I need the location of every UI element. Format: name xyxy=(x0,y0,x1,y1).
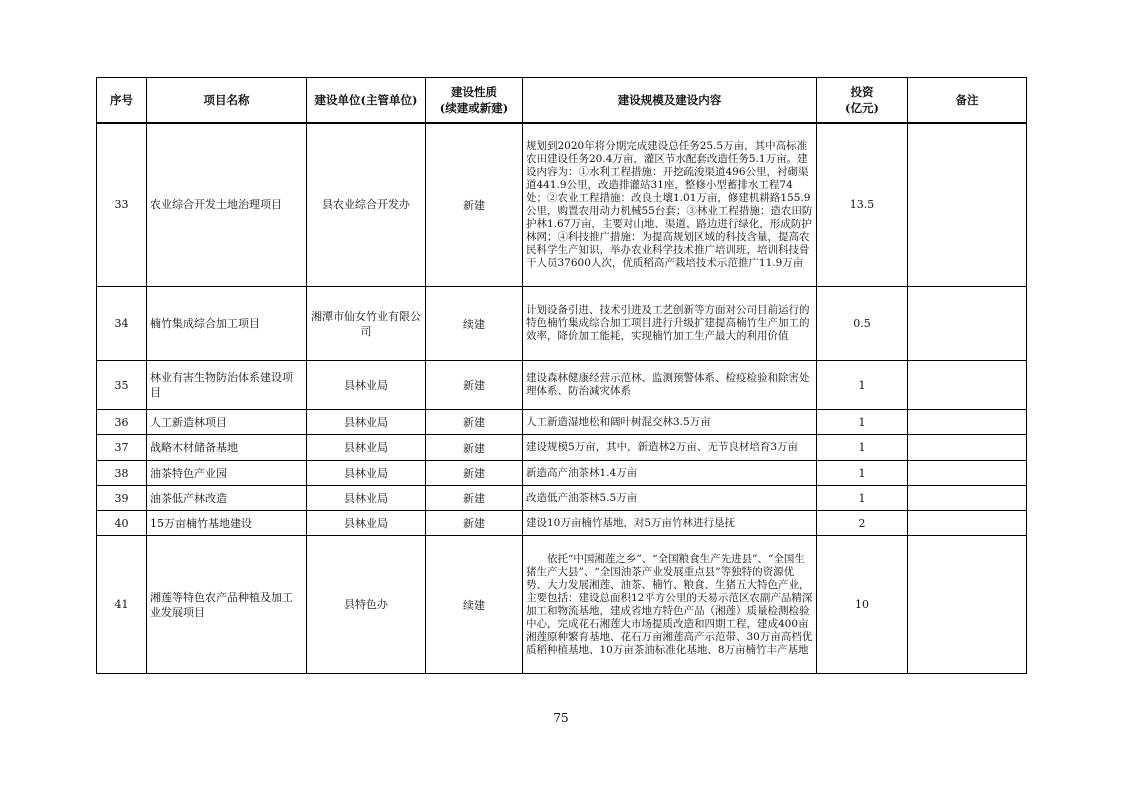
row-name: 油茶特色产业园 xyxy=(147,461,307,486)
row-note xyxy=(908,123,1027,287)
row-investment: 1 xyxy=(817,361,908,410)
row-name: 人工新造林项目 xyxy=(147,410,307,435)
row-note xyxy=(908,461,1027,486)
page-number: 75 xyxy=(553,711,569,725)
row-no: 38 xyxy=(97,461,147,486)
row-unit: 县农业综合开发办 xyxy=(307,123,426,287)
table-row xyxy=(97,435,1027,461)
row-investment: 10 xyxy=(817,536,908,674)
row-note xyxy=(908,536,1027,674)
header-investment xyxy=(817,78,908,123)
header-scale: 建设规模及建设内容 xyxy=(523,78,817,123)
row-name: 农业综合开发土地治理项目 xyxy=(147,123,307,287)
row-name: 楠竹集成综合加工项目 xyxy=(147,287,307,361)
row-nature: 新建 xyxy=(426,361,523,410)
row-scale: 新造高产油茶林1.4万亩 xyxy=(523,461,817,486)
header-unit: 建设单位(主管单位) xyxy=(307,78,426,123)
row-no: 33 xyxy=(97,123,147,287)
header-nature-line2: (续建或新建) xyxy=(439,100,509,115)
row-unit: 县林业局 xyxy=(307,511,426,536)
row-investment: 1 xyxy=(817,486,908,511)
row-scale: 依托“中国湘莲之乡”、“全国粮食生产先进县”、“全国生猪生产大县”、“全国油茶产业发展重点县”等独特的资源优势、大力发展湘莲、油茶、楠竹、粮食、生猪五大特色产业，主要包括：建设总面积12平方公里的天易示范区农副产品精深加工和物流基地，建成省地方特色产品（湘莲）质量检测检验中心，完成花石湘莲大市场提质改造和四期工程，建成400亩湘莲原种繁育基地、花石万亩湘莲高产示范带、30万亩高档优质稻种植基地、10万亩茶油标准化基地、8万亩楠竹丰产基地 xyxy=(523,536,817,674)
row-name: 林业有害生物防治体系建设项目 xyxy=(147,361,307,410)
row-investment: 2 xyxy=(817,511,908,536)
row-unit: 湘潭市仙女竹业有限公司 xyxy=(307,287,426,361)
table-row xyxy=(97,461,1027,486)
row-note xyxy=(908,435,1027,461)
table-row xyxy=(97,287,1027,361)
row-scale: 人工新造湿地松和阔叶树混交林3.5万亩 xyxy=(523,410,817,435)
row-note xyxy=(908,486,1027,511)
header-no: 序号 xyxy=(97,78,147,123)
row-name: 油茶低产林改造 xyxy=(147,486,307,511)
row-no: 41 xyxy=(97,536,147,674)
row-nature: 续建 xyxy=(426,536,523,674)
row-scale: 规划到2020年将分期完成建设总任务25.5万亩，其中高标准农田建设任务20.4万亩，灌区节水配套改造任务5.1万亩。建设内容为：①水利工程措施：开挖疏浚渠道496公里，衬砌渠道441.9公里，改造排灌站31座，整修小型蓄排水工程74处；②农业工程措施：改良土壤1.01万亩，修建机耕路155.9公里，购置农用动力机械55台套；③林业工程措施：造农田防护林1.67万亩，主要对山地、渠道、路边进行绿化，形成防护林网；④科技推广措施：为提高规划区域的科技含量，提高农民科学生产知识，举办农业科学技术推广培训班，培训科技骨干人员37600人次，优质稻高产栽培技术示范推广11.9万亩 xyxy=(523,123,817,287)
header-nature-line1: 建设性质 xyxy=(451,84,497,99)
row-no: 35 xyxy=(97,361,147,410)
table-row xyxy=(97,123,1027,287)
row-note xyxy=(908,287,1027,361)
row-scale: 建设10万亩楠竹基地，对5万亩竹林进行垦抚 xyxy=(523,511,817,536)
row-unit: 县林业局 xyxy=(307,435,426,461)
row-investment: 1 xyxy=(817,461,908,486)
table-row xyxy=(97,536,1027,674)
row-name: 战略木材储备基地 xyxy=(147,435,307,461)
header-note: 备注 xyxy=(908,78,1027,123)
row-no: 36 xyxy=(97,410,147,435)
row-no: 40 xyxy=(97,511,147,536)
row-investment: 1 xyxy=(817,410,908,435)
row-no: 39 xyxy=(97,486,147,511)
row-investment: 0.5 xyxy=(817,287,908,361)
row-note xyxy=(908,410,1027,435)
row-name: 15万亩楠竹基地建设 xyxy=(147,511,307,536)
row-nature: 新建 xyxy=(426,461,523,486)
row-nature: 新建 xyxy=(426,435,523,461)
header-name: 项目名称 xyxy=(147,78,307,123)
row-unit: 县林业局 xyxy=(307,361,426,410)
row-unit: 县林业局 xyxy=(307,461,426,486)
row-note xyxy=(908,361,1027,410)
project-table xyxy=(96,77,1027,674)
header-row xyxy=(97,78,1027,123)
row-nature: 续建 xyxy=(426,287,523,361)
row-unit: 县特色办 xyxy=(307,536,426,674)
row-nature: 新建 xyxy=(426,410,523,435)
row-investment: 1 xyxy=(817,435,908,461)
row-note xyxy=(908,511,1027,536)
row-no: 34 xyxy=(97,287,147,361)
row-unit: 县林业局 xyxy=(307,486,426,511)
row-scale: 改造低产油茶林5.5万亩 xyxy=(523,486,817,511)
row-scale: 建设森林健康经营示范林、监测预警体系、检疫检验和除害处理体系、防治减灾体系 xyxy=(523,361,817,410)
header-investment-line1: 投资 xyxy=(850,84,874,99)
row-nature: 新建 xyxy=(426,486,523,511)
row-nature: 新建 xyxy=(426,511,523,536)
row-nature: 新建 xyxy=(426,123,523,287)
table-row xyxy=(97,410,1027,435)
row-unit: 县林业局 xyxy=(307,410,426,435)
table-row xyxy=(97,361,1027,410)
row-name: 湘莲等特色农产品种植及加工业发展项目 xyxy=(147,536,307,674)
row-no: 37 xyxy=(97,435,147,461)
row-investment: 13.5 xyxy=(817,123,908,287)
row-scale: 建设规模5万亩，其中，新造林2万亩、无节良材培育3万亩 xyxy=(523,435,817,461)
table-row xyxy=(97,486,1027,511)
table-row xyxy=(97,511,1027,536)
header-nature xyxy=(426,78,523,123)
header-investment-line2: (亿元) xyxy=(845,100,879,115)
row-scale: 计划设备引进、技术引进及工艺创新等方面对公司目前运行的特色楠竹集成综合加工项目进行升级扩建提高楠竹生产加工的效率，降价加工能耗，实现楠竹加工生产最大的利用价值 xyxy=(523,287,817,361)
